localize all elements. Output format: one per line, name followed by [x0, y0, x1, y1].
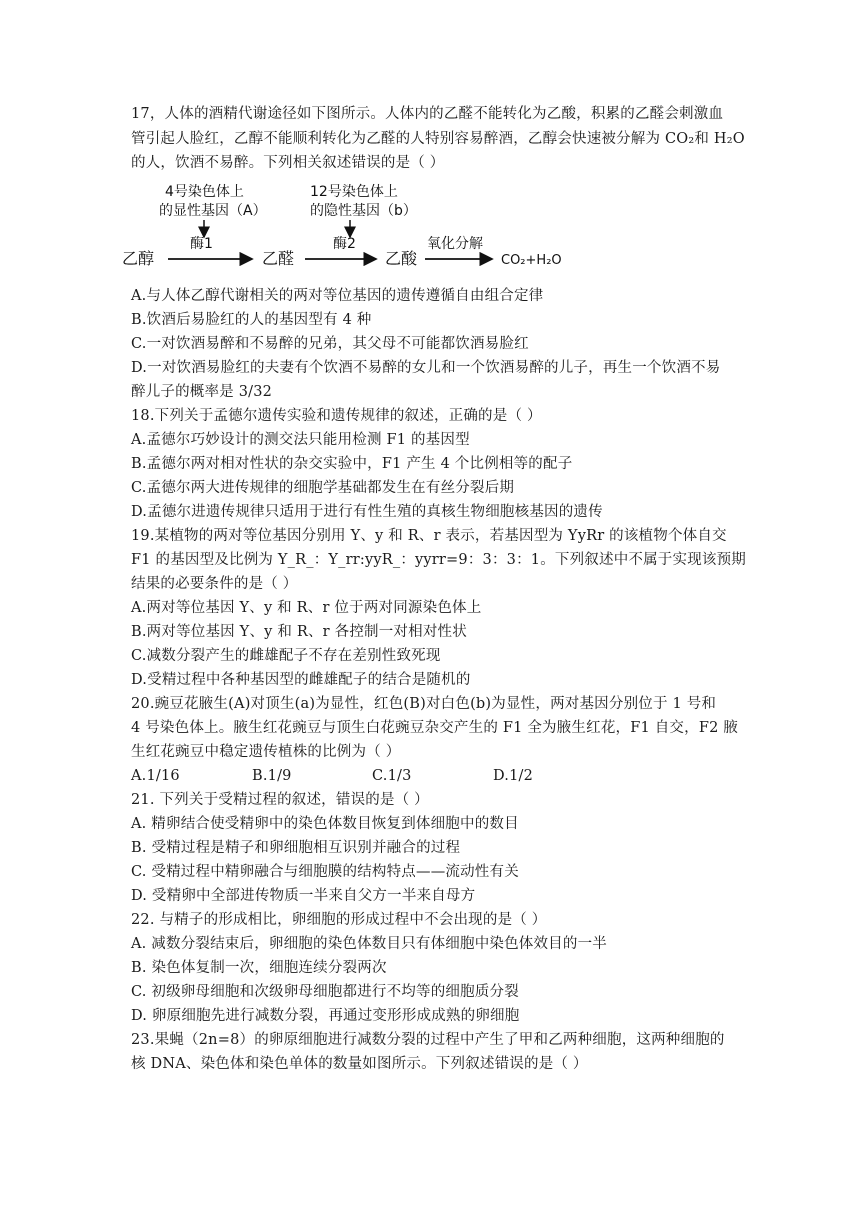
ethanol-metabolism-diagram — [120, 182, 580, 282]
q22-stem: 22. 与精子的形成相比，卵细胞的形成过程中不会出现的是（ ） — [131, 912, 547, 928]
q17-stem-line-1: 17，人体的酒精代谢途径如下图所示。人体内的乙醛不能转化为乙酸，积累的乙醛会刺激血 — [131, 106, 724, 122]
q23-stem-line-2: 核 DNA、染色体和染色单体的数量如图所示。下列叙述错误的是（ ） — [131, 1056, 588, 1072]
q20-option-b: B.1/9 — [252, 768, 292, 784]
q17-option-d-cont: 醉儿子的概率是 3/32 — [131, 384, 273, 400]
q19-stem-line-3: 结果的必要条件的是（ ） — [131, 576, 298, 592]
q18-option-a: A.孟德尔巧妙设计的测交法只能用检测 F1 的基因型 — [131, 432, 470, 448]
q20-stem-line-1: 20.豌豆花腋生(A)对顶生(a)为显性，红色(B)对白色(b)为显性，两对基因分别位于 1 号和 — [131, 696, 717, 712]
q22-option-d: D. 卵原细胞先进行减数分裂，再通过变形形成成熟的卵细胞 — [131, 1008, 520, 1024]
q22-option-b: B. 染色体复制一次，细胞连续分裂两次 — [131, 960, 387, 976]
q20-stem-line-2: 4 号染色体上。腋生红花豌豆与顶生白花豌豆杂交产生的 F1 全为腋生红花，F1 自交，F2 腋 — [131, 720, 739, 736]
q19-option-d: D.受精过程中各种基因型的雌雄配子的结合是随机的 — [131, 672, 471, 688]
gene-b-label-line-1: 12号染色体上 — [310, 184, 398, 200]
q19-option-a: A.两对等位基因 Y、y 和 R、r 位于两对同源染色体上 — [131, 600, 482, 616]
q17-stem-line-3: 的人，饮酒不易醉。下列相关叙述错误的是（ ） — [131, 155, 445, 171]
oxidation-label: 氧化分解 — [427, 236, 483, 252]
q17-stem-line-2: 管引起人脸红，乙醇不能顺利转化为乙醛的人特别容易醉酒，乙醇会快速被分解为 CO₂和 H₂O — [131, 131, 745, 147]
gene-a-label-line-2: 的显性基因（A） — [159, 203, 267, 219]
enzyme2-label: 酶2 — [333, 236, 356, 252]
q18-stem: 18.下列关于孟德尔遗传实验和遗传规律的叙述，正确的是（ ） — [131, 408, 542, 424]
gene-b-label-line-2: 的隐性基因（b） — [310, 203, 417, 219]
q21-option-d: D. 受精卵中全部进传物质一半来自父方一半来自母方 — [131, 888, 476, 904]
enzyme1-label: 酶1 — [190, 236, 213, 252]
q17-option-c: C.一对饮酒易醉和不易醉的兄弟，其父母不可能都饮酒易脸红 — [131, 336, 529, 352]
q17-option-a: A.与人体乙醇代谢相关的两对等位基因的遗传遵循自由组合定律 — [131, 288, 544, 304]
q19-option-b: B.两对等位基因 Y、y 和 R、r 各控制一对相对性状 — [131, 624, 467, 640]
q18-option-c: C.孟德尔两大进传规律的细胞学基础都发生在有丝分裂后期 — [131, 480, 515, 496]
q21-option-a: A. 精卵结合使受精卵中的染色体数目恢复到体细胞中的数目 — [131, 816, 519, 832]
q17-option-b: B.饮酒后易脸红的人的基因型有 4 种 — [131, 312, 372, 328]
q19-stem-line-1: 19.某植物的两对等位基因分别用 Y、y 和 R、r 表示，若基因型为 YyRr 的该植物个体自交 — [131, 528, 727, 544]
acetaldehyde-label: 乙醛 — [262, 249, 295, 268]
q20-options-row — [131, 766, 731, 786]
q18-option-b: B.孟德尔两对相对性状的杂交实验中，F1 产生 4 个比例相等的配子 — [131, 456, 573, 472]
q19-stem-line-2: F1 的基因型及比例为 Y_R_：Y_rr:yyR_：yyrr=9：3：3：1。下列叙述中不属于实现该预期 — [131, 552, 747, 568]
q17-option-d: D.一对饮酒易脸红的夫妻有个饮酒不易醉的女儿和一个饮酒易醉的儿子，再生一个饮酒不易 — [131, 360, 721, 376]
q21-option-c: C. 受精过程中精卵融合与细胞膜的结构特点——流动性有关 — [131, 864, 519, 880]
q22-option-a: A. 减数分裂结束后，卵细胞的染色体数目只有体细胞中染色体效目的一半 — [131, 936, 607, 952]
product-label: CO₂+H₂O — [501, 253, 562, 268]
gene-a-label-line-1: 4号染色体上 — [165, 184, 244, 200]
q23-stem-line-1: 23.果蝇（2n=8）的卵原细胞进行减数分裂的过程中产生了甲和乙两种细胞，这两种细胞的 — [131, 1032, 725, 1048]
q20-option-d: D.1/2 — [493, 768, 534, 784]
q18-option-d: D.孟德尔进遗传规律只适用于进行有性生殖的真核生物细胞核基因的遗传 — [131, 504, 603, 520]
q22-option-c: C. 初级卵母细胞和次级卵母细胞都进行不均等的细胞质分裂 — [131, 984, 519, 1000]
ethanol-label: 乙醇 — [122, 249, 155, 268]
q21-option-b: B. 受精过程是精子和卵细胞相互识别并融合的过程 — [131, 840, 461, 856]
q20-option-a: A.1/16 — [131, 768, 180, 784]
acetic-acid-label: 乙酸 — [385, 249, 418, 268]
q21-stem: 21. 下列关于受精过程的叙述，错误的是（ ） — [131, 792, 429, 808]
q20-option-c: C.1/3 — [372, 768, 412, 784]
q20-stem-line-3: 生红花豌豆中稳定遗传植株的比例为（ ） — [131, 744, 401, 760]
q19-option-c: C.减数分裂产生的雌雄配子不存在差别性致死现 — [131, 648, 441, 664]
